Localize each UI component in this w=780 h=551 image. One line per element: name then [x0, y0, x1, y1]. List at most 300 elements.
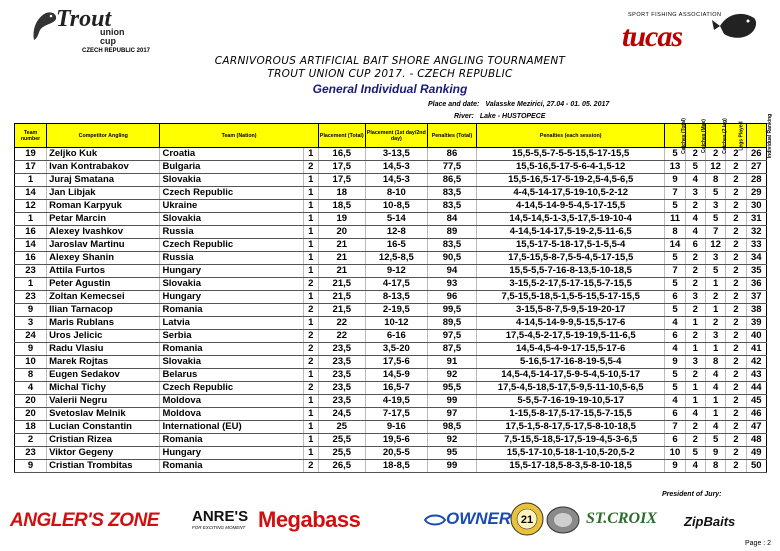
- catches-total-cell: 11: [665, 213, 685, 226]
- catches-2leg-cell: 5: [705, 213, 725, 226]
- placement-total-cell: 18: [318, 187, 365, 200]
- penalties-each-cell: 14,5-14,5-1-3,5-17,5-19-10-4: [477, 213, 665, 226]
- legs-played-cell: 2: [726, 291, 746, 304]
- logo-country: CZECH REPUBLIC 2017: [82, 48, 151, 54]
- team-number-cell: 8: [15, 369, 47, 382]
- competitor-cell: Marek Rojtas: [47, 356, 160, 369]
- penalties-each-cell: 15,5-17-10,5-18-1-10,5-20,5-2: [477, 447, 665, 460]
- catches-max-cell: 2: [685, 434, 705, 447]
- logo-association-text: SPORT FISHING ASSOCIATION: [628, 12, 722, 18]
- legs-played-cell: 2: [726, 161, 746, 174]
- team-index-cell: 1: [303, 226, 318, 239]
- penalties-total-cell: 87,5: [427, 343, 476, 356]
- catches-max-cell: 2: [685, 265, 705, 278]
- legs-played-cell: 2: [726, 265, 746, 278]
- nation-cell: International (EU): [160, 421, 303, 434]
- nation-cell: Czech Republic: [160, 187, 303, 200]
- table-row: [15, 265, 767, 278]
- col-catches-total: Catches (Total): [665, 124, 685, 148]
- col-legs-played: Legs Played: [726, 124, 746, 148]
- catches-max-cell: 2: [685, 148, 705, 161]
- placement-days-cell: 20,5-5: [365, 447, 427, 460]
- placement-total-cell: 21,5: [318, 278, 365, 291]
- placement-total-cell: 25: [318, 421, 365, 434]
- team-number-cell: 20: [15, 408, 47, 421]
- catches-2leg-cell: 8: [705, 460, 725, 473]
- penalties-each-cell: 17,5-1,5-8-17,5-17,5-8-10-18,5: [477, 421, 665, 434]
- competitor-cell: Michal Tichy: [47, 382, 160, 395]
- nation-cell: Croatia: [160, 148, 303, 161]
- individual-ranking-cell: 41: [746, 343, 766, 356]
- competitor-cell: Maris Rublans: [47, 317, 160, 330]
- catches-max-cell: 2: [685, 252, 705, 265]
- placement-days-cell: 16-5: [365, 239, 427, 252]
- col-team-number: Team number: [15, 124, 47, 148]
- penalties-each-cell: 3-15,5-8-7,5-9,5-19-20-17: [477, 304, 665, 317]
- placement-total-cell: 26,5: [318, 460, 365, 473]
- placement-days-cell: 10-12: [365, 317, 427, 330]
- catches-max-cell: 2: [685, 369, 705, 382]
- catches-total-cell: 5: [665, 304, 685, 317]
- catches-2leg-cell: 1: [705, 278, 725, 291]
- round-sponsor-emblem: [546, 506, 580, 539]
- penalties-total-cell: 86: [427, 148, 476, 161]
- table-row: [15, 304, 767, 317]
- competitor-cell: Ivan Kontrabakov: [47, 161, 160, 174]
- placement-total-cell: 20: [318, 226, 365, 239]
- placement-days-cell: 17,5-6: [365, 356, 427, 369]
- individual-ranking-cell: 38: [746, 304, 766, 317]
- team-index-cell: 2: [303, 460, 318, 473]
- legs-played-cell: 2: [726, 460, 746, 473]
- team-number-cell: 9: [15, 343, 47, 356]
- table-row: [15, 187, 767, 200]
- team-index-cell: 1: [303, 447, 318, 460]
- penalties-total-cell: 95: [427, 447, 476, 460]
- team-index-cell: 1: [303, 252, 318, 265]
- team-number-cell: 1: [15, 213, 47, 226]
- placement-days-cell: 9-16: [365, 421, 427, 434]
- river: [454, 113, 545, 120]
- placement-days-cell: 14,5-3: [365, 174, 427, 187]
- team-number-cell: 12: [15, 200, 47, 213]
- col-penalties-each: Penalties (each session): [477, 124, 665, 148]
- legs-played-cell: 2: [726, 369, 746, 382]
- penalties-total-cell: 92: [427, 434, 476, 447]
- competitor-cell: Petar Marcin: [47, 213, 160, 226]
- penalties-total-cell: 94: [427, 265, 476, 278]
- catches-total-cell: 4: [665, 343, 685, 356]
- placement-days-cell: 4-17,5: [365, 278, 427, 291]
- placement-total-cell: 17,5: [318, 161, 365, 174]
- nation-cell: Slovakia: [160, 278, 303, 291]
- individual-ranking-cell: 34: [746, 252, 766, 265]
- placement-total-cell: 24,5: [318, 408, 365, 421]
- individual-ranking-cell: 28: [746, 174, 766, 187]
- legs-played-cell: 2: [726, 434, 746, 447]
- placement-total-cell: 23,5: [318, 343, 365, 356]
- team-number-cell: 4: [15, 382, 47, 395]
- table-row: [15, 291, 767, 304]
- catches-max-cell: 4: [685, 460, 705, 473]
- catches-max-cell: 6: [685, 239, 705, 252]
- table-row: [15, 408, 767, 421]
- team-number-cell: 16: [15, 226, 47, 239]
- penalties-total-cell: 83,5: [427, 187, 476, 200]
- col-placement-total: Placement (Total): [318, 124, 365, 148]
- penalties-total-cell: 97,5: [427, 330, 476, 343]
- team-index-cell: 1: [303, 421, 318, 434]
- catches-total-cell: 5: [665, 369, 685, 382]
- catches-2leg-cell: 1: [705, 408, 725, 421]
- penalties-each-cell: 7,5-15,5-18,5-1,5-5-15,5-17-15,5: [477, 291, 665, 304]
- jury-signature-label: President of Jury:: [662, 491, 722, 498]
- legs-played-cell: 2: [726, 278, 746, 291]
- penalties-total-cell: 99: [427, 460, 476, 473]
- team-number-cell: 17: [15, 161, 47, 174]
- team-number-cell: 9: [15, 304, 47, 317]
- legs-played-cell: 2: [726, 174, 746, 187]
- individual-ranking-cell: 27: [746, 161, 766, 174]
- placement-days-cell: 3-13,5: [365, 148, 427, 161]
- nation-cell: Slovakia: [160, 174, 303, 187]
- individual-ranking-cell: 35: [746, 265, 766, 278]
- table-row: [15, 447, 767, 460]
- team-number-cell: 9: [15, 460, 47, 473]
- svg-text:21: 21: [520, 514, 534, 526]
- penalties-each-cell: 1-15,5-8-17,5-17-15,5-7-15,5: [477, 408, 665, 421]
- competitor-cell: Ilian Tarnacop: [47, 304, 160, 317]
- placement-days-cell: 19,5-6: [365, 434, 427, 447]
- team-number-cell: 14: [15, 239, 47, 252]
- team-number-cell: 20: [15, 395, 47, 408]
- catches-2leg-cell: 1: [705, 343, 725, 356]
- col-penalties-total: Penalties (Total): [427, 124, 476, 148]
- nation-cell: Romania: [160, 460, 303, 473]
- legs-played-cell: 2: [726, 330, 746, 343]
- team-number-cell: 14: [15, 187, 47, 200]
- catches-total-cell: 9: [665, 460, 685, 473]
- catches-2leg-cell: 7: [705, 226, 725, 239]
- team-number-cell: 24: [15, 330, 47, 343]
- catches-2leg-cell: 5: [705, 187, 725, 200]
- placement-days-cell: 8-13,5: [365, 291, 427, 304]
- table-row: [15, 434, 767, 447]
- penalties-total-cell: 92: [427, 369, 476, 382]
- penalties-each-cell: 17,5-15,5-8-7,5-5-4,5-17-15,5: [477, 252, 665, 265]
- nation-cell: Czech Republic: [160, 239, 303, 252]
- table-row: [15, 421, 767, 434]
- penalties-total-cell: 95,5: [427, 382, 476, 395]
- penalties-each-cell: 14,5-4,5-14-17,5-9-5-4,5-10,5-17: [477, 369, 665, 382]
- table-row: [15, 330, 767, 343]
- individual-ranking-cell: 47: [746, 421, 766, 434]
- team-number-cell: 10: [15, 356, 47, 369]
- legs-played-cell: 2: [726, 408, 746, 421]
- catches-2leg-cell: 5: [705, 265, 725, 278]
- penalties-each-cell: 4-14,5-14-17,5-19-2,5-11-6,5: [477, 226, 665, 239]
- team-number-cell: 18: [15, 421, 47, 434]
- legs-played-cell: 2: [726, 200, 746, 213]
- nation-cell: Hungary: [160, 265, 303, 278]
- team-index-cell: 1: [303, 395, 318, 408]
- placement-total-cell: 22: [318, 317, 365, 330]
- catches-2leg-cell: 5: [705, 434, 725, 447]
- placement-total-cell: 25,5: [318, 434, 365, 447]
- team-number-cell: 19: [15, 148, 47, 161]
- catches-total-cell: 8: [665, 226, 685, 239]
- penalties-each-cell: 4-14,5-14-9-9,5-15,5-17-6: [477, 317, 665, 330]
- placement-days-cell: 2-19,5: [365, 304, 427, 317]
- penalties-each-cell: 15,5-5,5-7-5-5-15,5-17-15,5: [477, 148, 665, 161]
- table-row: [15, 356, 767, 369]
- legs-played-cell: 2: [726, 187, 746, 200]
- penalties-total-cell: 89,5: [427, 317, 476, 330]
- legs-played-cell: 2: [726, 343, 746, 356]
- team-index-cell: 2: [303, 382, 318, 395]
- table-row: [15, 278, 767, 291]
- catches-total-cell: 6: [665, 408, 685, 421]
- catches-max-cell: 4: [685, 408, 705, 421]
- catches-total-cell: 10: [665, 447, 685, 460]
- individual-ranking-cell: 50: [746, 460, 766, 473]
- table-row: [15, 200, 767, 213]
- placement-days-cell: 5-14: [365, 213, 427, 226]
- team-index-cell: 2: [303, 356, 318, 369]
- penalties-each-cell: 5-16,5-17-16-8-19-5,5-4: [477, 356, 665, 369]
- individual-ranking-cell: 48: [746, 434, 766, 447]
- nation-cell: Bulgaria: [160, 161, 303, 174]
- table-row: [15, 226, 767, 239]
- penalties-each-cell: 17,5-4,5-18,5-17,5-9,5-11-10,5-6,5: [477, 382, 665, 395]
- competitor-cell: Alexey Ivashkov: [47, 226, 160, 239]
- team-index-cell: 2: [303, 278, 318, 291]
- penalties-total-cell: 98,5: [427, 421, 476, 434]
- catches-max-cell: 4: [685, 226, 705, 239]
- catches-max-cell: 3: [685, 356, 705, 369]
- catches-total-cell: 6: [665, 291, 685, 304]
- river-label: River:: [454, 113, 474, 120]
- legs-played-cell: 2: [726, 239, 746, 252]
- emblem-icon: [546, 506, 580, 534]
- team-number-cell: 1: [15, 174, 47, 187]
- competitor-cell: Valerii Negru: [47, 395, 160, 408]
- competitor-cell: Viktor Gegeny: [47, 447, 160, 460]
- placement-total-cell: 16,5: [318, 148, 365, 161]
- legs-played-cell: 2: [726, 421, 746, 434]
- penalties-each-cell: 3-15,5-2-17,5-17-15,5-7-15,5: [477, 278, 665, 291]
- individual-ranking-cell: 49: [746, 447, 766, 460]
- nation-cell: Hungary: [160, 447, 303, 460]
- nation-cell: Slovakia: [160, 213, 303, 226]
- placement-total-cell: 23,5: [318, 369, 365, 382]
- sponsor-anres: ANRE'S: [192, 508, 249, 525]
- team-index-cell: 1: [303, 317, 318, 330]
- individual-ranking-cell: 33: [746, 239, 766, 252]
- placement-days-cell: 14,5-9: [365, 369, 427, 382]
- logo-word-trout: Trout: [56, 6, 112, 32]
- catches-2leg-cell: 3: [705, 200, 725, 213]
- penalties-total-cell: 90,5: [427, 252, 476, 265]
- legs-played-cell: 2: [726, 226, 746, 239]
- placement-days-cell: 16,5-7: [365, 382, 427, 395]
- nation-cell: Belarus: [160, 369, 303, 382]
- catches-max-cell: 4: [685, 174, 705, 187]
- competitor-cell: Zoltan Kemecsei: [47, 291, 160, 304]
- catches-2leg-cell: 12: [705, 161, 725, 174]
- competitor-cell: Eugen Sedakov: [47, 369, 160, 382]
- placement-days-cell: 10-8,5: [365, 200, 427, 213]
- legs-played-cell: 2: [726, 447, 746, 460]
- penalties-total-cell: 91: [427, 356, 476, 369]
- competitor-cell: Roman Karpyuk: [47, 200, 160, 213]
- catches-max-cell: 5: [685, 447, 705, 460]
- catches-total-cell: 5: [665, 382, 685, 395]
- team-number-cell: 23: [15, 291, 47, 304]
- catches-max-cell: 1: [685, 343, 705, 356]
- team-number-cell: 23: [15, 265, 47, 278]
- team-index-cell: 1: [303, 434, 318, 447]
- team-index-cell: 2: [303, 161, 318, 174]
- col-individual-ranking: Individual Ranking: [746, 124, 766, 148]
- placement-days-cell: 12-8: [365, 226, 427, 239]
- catches-total-cell: 4: [665, 395, 685, 408]
- individual-ranking-cell: 26: [746, 148, 766, 161]
- competitor-cell: Zeljko Kuk: [47, 148, 160, 161]
- nation-cell: Hungary: [160, 291, 303, 304]
- penalties-total-cell: 97: [427, 408, 476, 421]
- catches-max-cell: 2: [685, 421, 705, 434]
- sponsor-megabass: Megabass: [258, 507, 361, 532]
- penalties-total-cell: 83,5: [427, 239, 476, 252]
- legs-played-cell: 2: [726, 148, 746, 161]
- individual-ranking-cell: 37: [746, 291, 766, 304]
- individual-ranking-cell: 29: [746, 187, 766, 200]
- individual-ranking-cell: 39: [746, 317, 766, 330]
- catches-max-cell: 2: [685, 330, 705, 343]
- competitor-cell: Peter Agustin: [47, 278, 160, 291]
- catches-total-cell: 5: [665, 252, 685, 265]
- placement-days-cell: 7-17,5: [365, 408, 427, 421]
- penalties-total-cell: 96: [427, 291, 476, 304]
- penalties-total-cell: 89: [427, 226, 476, 239]
- catches-2leg-cell: 4: [705, 369, 725, 382]
- penalties-each-cell: 17,5-4,5-2-17,5-19-19,5-11-6,5: [477, 330, 665, 343]
- team-index-cell: 1: [303, 174, 318, 187]
- penalties-each-cell: 5-5,5-7-16-19-19-10,5-17: [477, 395, 665, 408]
- competitor-cell: Alexey Shanin: [47, 252, 160, 265]
- col-team: Team (Nation): [160, 124, 318, 148]
- nation-cell: Moldova: [160, 408, 303, 421]
- catches-2leg-cell: 4: [705, 382, 725, 395]
- catches-2leg-cell: 3: [705, 330, 725, 343]
- sponsor-anres-tagline: FOR EXCITING MOMENT: [192, 525, 246, 530]
- catches-2leg-cell: 2: [705, 148, 725, 161]
- legs-played-cell: 2: [726, 304, 746, 317]
- penalties-total-cell: 83,5: [427, 200, 476, 213]
- individual-ranking-cell: 30: [746, 200, 766, 213]
- tucas-logo: [602, 4, 762, 54]
- individual-ranking-cell: 31: [746, 213, 766, 226]
- team-number-cell: 16: [15, 252, 47, 265]
- competitor-cell: Radu Vlasiu: [47, 343, 160, 356]
- nation-cell: Romania: [160, 304, 303, 317]
- placement-days-cell: 4-19,5: [365, 395, 427, 408]
- competitor-cell: Juraj Smatana: [47, 174, 160, 187]
- catches-total-cell: 4: [665, 317, 685, 330]
- table-row: [15, 239, 767, 252]
- team-index-cell: 1: [303, 291, 318, 304]
- placement-total-cell: 17,5: [318, 174, 365, 187]
- nation-cell: Romania: [160, 343, 303, 356]
- individual-ranking-cell: 46: [746, 408, 766, 421]
- team-index-cell: 1: [303, 148, 318, 161]
- penalties-each-cell: 4-4,5-14-17,5-19-10,5-2-12: [477, 187, 665, 200]
- team-index-cell: 1: [303, 213, 318, 226]
- placement-total-cell: 23,5: [318, 382, 365, 395]
- table-row: [15, 252, 767, 265]
- sponsor-st-croix: ST.CROIX: [586, 510, 657, 527]
- nation-cell: Romania: [160, 434, 303, 447]
- team-number-cell: 1: [15, 278, 47, 291]
- catches-total-cell: 7: [665, 265, 685, 278]
- placement-total-cell: 21: [318, 265, 365, 278]
- placement-total-cell: 25,5: [318, 447, 365, 460]
- catches-max-cell: 1: [685, 395, 705, 408]
- team-number-cell: 3: [15, 317, 47, 330]
- placement-total-cell: 21,5: [318, 304, 365, 317]
- ranking-title: General Individual Ranking: [312, 82, 468, 96]
- catches-max-cell: 5: [685, 161, 705, 174]
- placement-days-cell: 14,5-3: [365, 161, 427, 174]
- fishermen-badge-icon: [510, 502, 544, 536]
- team-index-cell: 1: [303, 369, 318, 382]
- logo-word-union: union cup: [100, 27, 125, 46]
- sponsor-banner: [0, 500, 780, 540]
- nation-cell: Slovakia: [160, 356, 303, 369]
- competitor-cell: Svetoslav Melnik: [47, 408, 160, 421]
- table-row: [15, 460, 767, 473]
- catches-total-cell: 7: [665, 187, 685, 200]
- cup-title: TROUT UNION CUP 2017. - CZECH REPUBLIC: [267, 68, 513, 80]
- catches-total-cell: 6: [665, 434, 685, 447]
- placement-days-cell: 6-16: [365, 330, 427, 343]
- penalties-total-cell: 84: [427, 213, 476, 226]
- team-index-cell: 1: [303, 265, 318, 278]
- placement-total-cell: 19: [318, 213, 365, 226]
- trout-union-cup-logo: [30, 6, 160, 56]
- team-index-cell: 1: [303, 200, 318, 213]
- placement-total-cell: 23,5: [318, 356, 365, 369]
- table-row: [15, 174, 767, 187]
- catches-2leg-cell: 4: [705, 421, 725, 434]
- legs-played-cell: 2: [726, 317, 746, 330]
- individual-ranking-cell: 44: [746, 382, 766, 395]
- team-number-cell: 2: [15, 434, 47, 447]
- catches-2leg-cell: 1: [705, 395, 725, 408]
- catches-total-cell: 7: [665, 421, 685, 434]
- competitor-cell: Attila Furtos: [47, 265, 160, 278]
- placement-days-cell: 9-12: [365, 265, 427, 278]
- table-row: [15, 395, 767, 408]
- competitor-cell: Uros Jelicic: [47, 330, 160, 343]
- penalties-each-cell: 14,5-4,5-4-9-17-15,5-17-6: [477, 343, 665, 356]
- catches-total-cell: 9: [665, 174, 685, 187]
- catches-2leg-cell: 8: [705, 174, 725, 187]
- catches-total-cell: 5: [665, 148, 685, 161]
- sponsor-owner: OWNER: [424, 509, 511, 529]
- individual-ranking-cell: 40: [746, 330, 766, 343]
